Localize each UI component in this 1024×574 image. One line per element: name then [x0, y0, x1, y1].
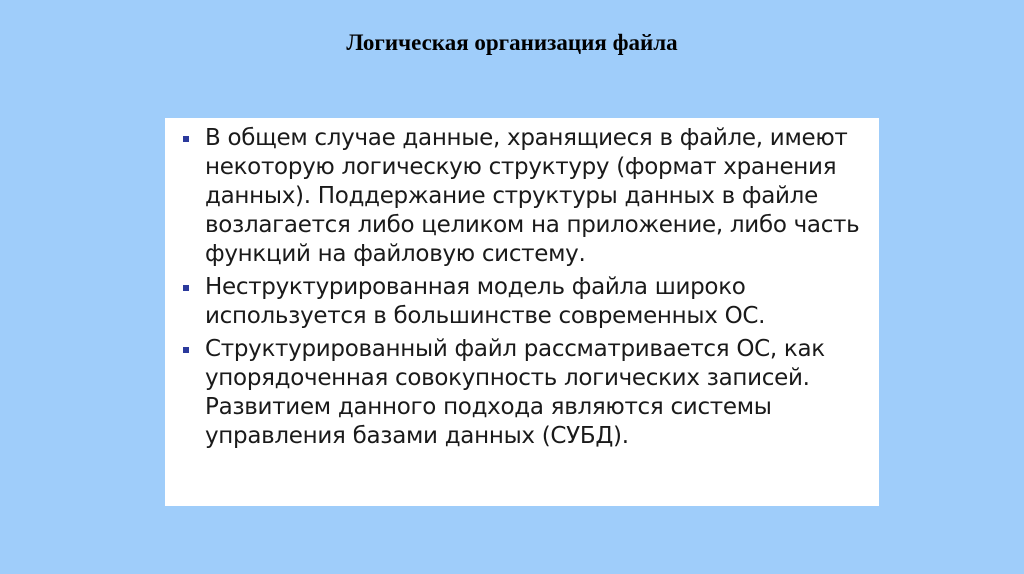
bullet-text: В общем случае данные, хранящиеся в файле, имеют некоторую логическую структуру (формат хранения данных). Поддержание структуры данных в файле возлагается либо целиком на приложение, либо часть функций на файловую систему. [205, 125, 860, 267]
square-bullet-icon [183, 136, 189, 142]
bullet-item [175, 335, 867, 451]
bullet-item [175, 273, 867, 331]
bullet-text: Неструктурированная модель файла широко используется в большинстве современных ОС. [205, 274, 766, 329]
content-panel [165, 118, 879, 506]
square-bullet-icon [183, 285, 189, 291]
slide-title: Логическая организация файла [346, 30, 678, 55]
bullet-list [175, 124, 867, 451]
bullet-text: Структурированный файл рассматривается ОС, как упорядоченная совокупность логических записей. Развитием данного подхода являются системы управления базами данных (СУБД). [205, 336, 825, 449]
square-bullet-icon [183, 347, 189, 353]
bullet-item [175, 124, 867, 269]
